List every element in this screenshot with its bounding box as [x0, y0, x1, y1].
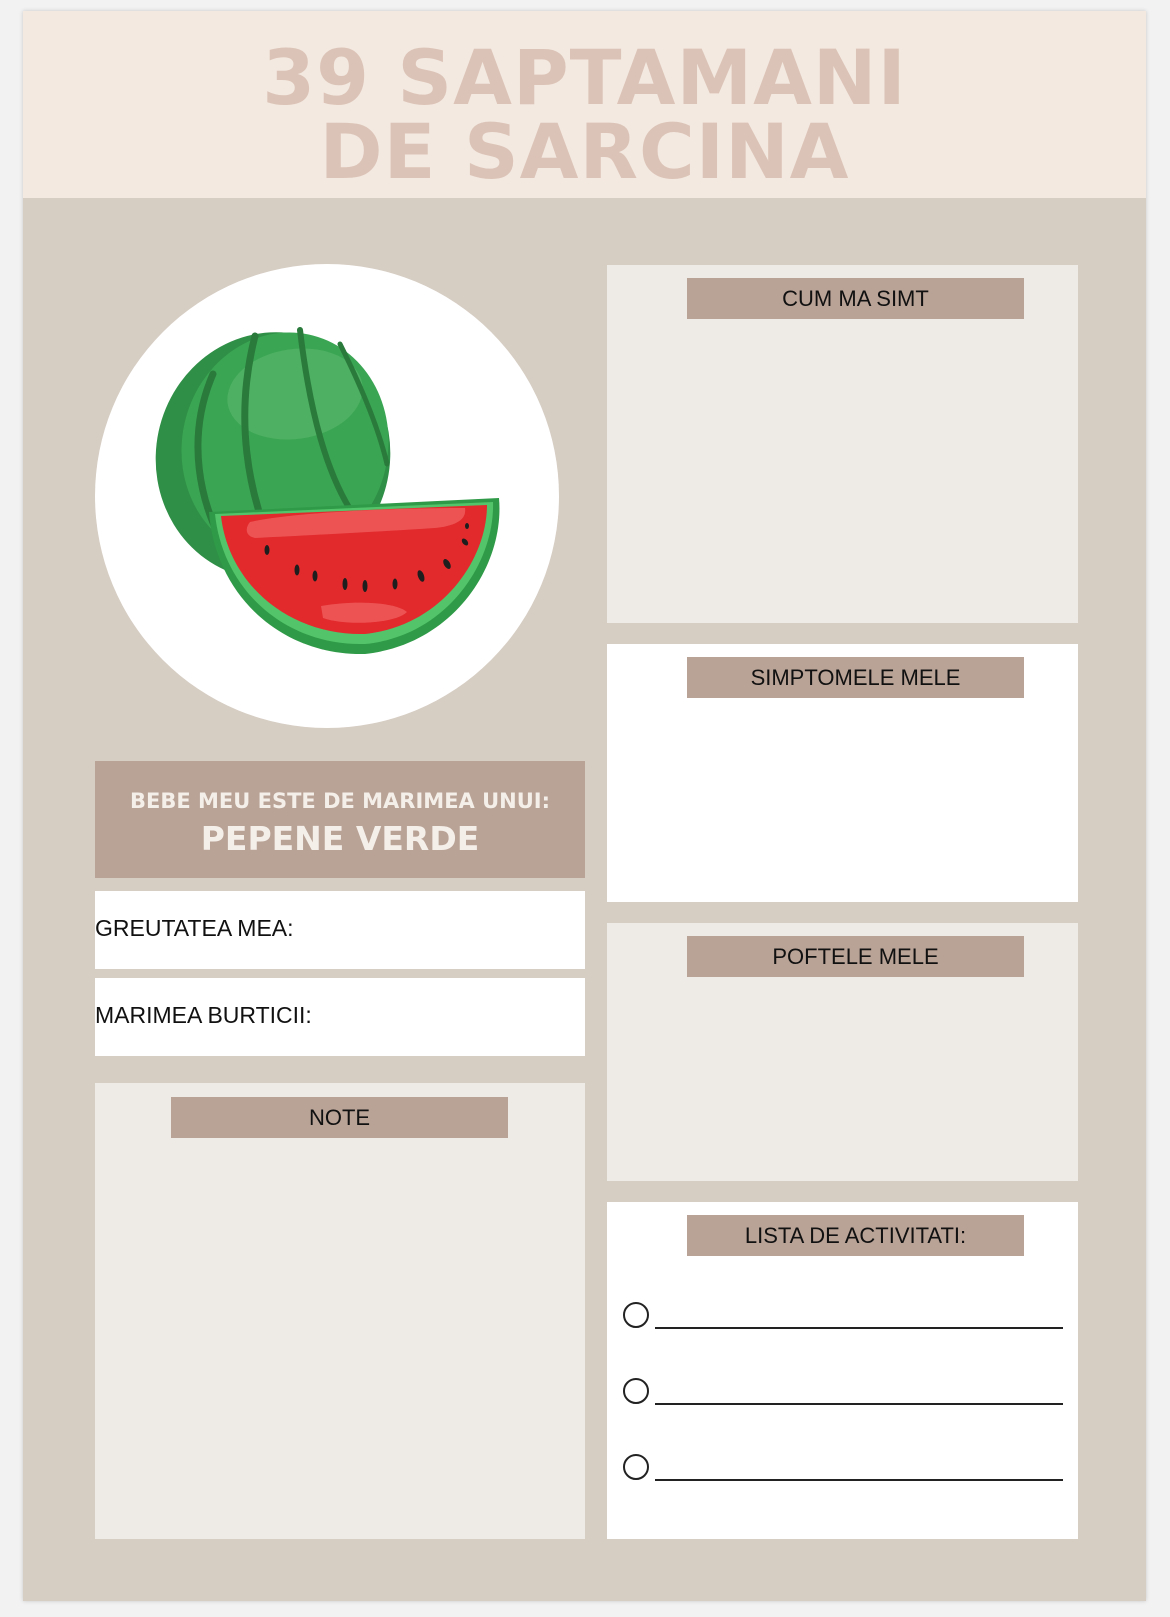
weight-field[interactable] [95, 891, 585, 969]
cravings-panel[interactable] [607, 923, 1078, 1181]
title-line-2: DE SARCINA [319, 107, 850, 196]
activity-line[interactable] [655, 1403, 1063, 1405]
baby-size-value: PEPENE VERDE [200, 819, 480, 858]
weight-label: GREUTATEA MEA: [95, 915, 294, 941]
feelings-title: CUM MA SIMT [687, 278, 1024, 319]
checkbox-circle-icon[interactable] [623, 1302, 649, 1328]
baby-size-label: BEBE MEU ESTE DE MARIMEA UNUI: [130, 789, 550, 813]
baby-size-box [95, 761, 585, 878]
title-line-1: 39 SAPTAMANI [262, 33, 907, 122]
baby-size-image [95, 264, 559, 728]
symptoms-panel[interactable] [607, 644, 1078, 902]
page-title [23, 33, 1146, 196]
cravings-title: POFTELE MELE [687, 936, 1024, 977]
activities-panel [607, 1202, 1078, 1539]
belly-size-field[interactable] [95, 978, 585, 1056]
activity-line[interactable] [655, 1479, 1063, 1481]
checkbox-circle-icon[interactable] [623, 1378, 649, 1404]
watermelon-icon [95, 264, 559, 728]
activities-title: LISTA DE ACTIVITATI: [687, 1215, 1024, 1256]
activity-item[interactable] [623, 1376, 1063, 1412]
activity-item[interactable] [623, 1452, 1063, 1488]
planner-page [23, 11, 1146, 1601]
notes-panel[interactable] [95, 1083, 585, 1539]
symptoms-title: SIMPTOMELE MELE [687, 657, 1024, 698]
belly-size-label: MARIMEA BURTICII: [95, 1002, 312, 1028]
page-header [23, 11, 1146, 198]
activity-item[interactable] [623, 1300, 1063, 1336]
checkbox-circle-icon[interactable] [623, 1454, 649, 1480]
activity-line[interactable] [655, 1327, 1063, 1329]
feelings-panel[interactable] [607, 265, 1078, 623]
notes-title: NOTE [171, 1097, 508, 1138]
